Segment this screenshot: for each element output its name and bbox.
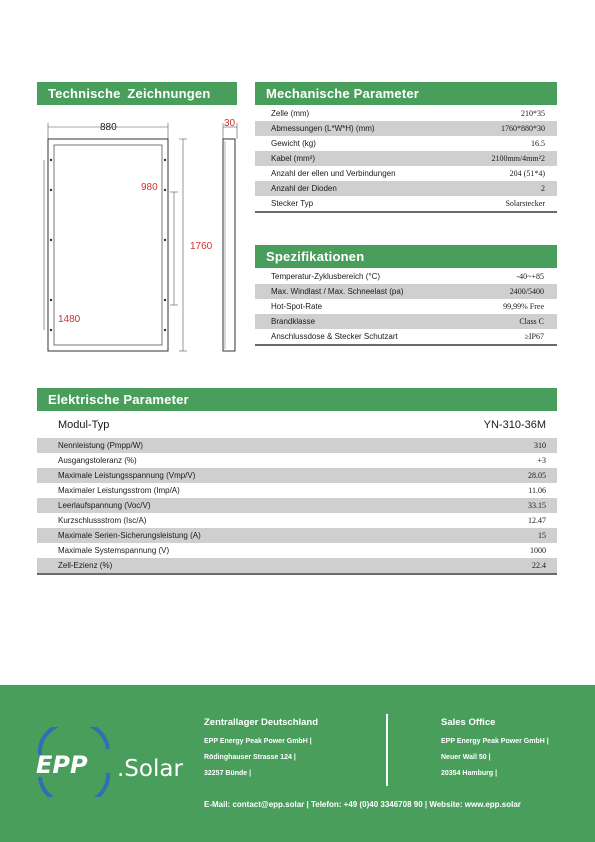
row-label: Anschlussdose & Stecker Schutzart [271, 332, 398, 341]
row-label: Brandklasse [271, 317, 316, 326]
row-value: 1760*880*30 [501, 124, 545, 133]
address-line: 32257 Bünde | [204, 770, 252, 777]
table-row [37, 468, 557, 483]
row-value: 2100mm/4mm²2 [491, 154, 545, 163]
technical-drawings-header: Technische Zeichnungen [37, 82, 237, 105]
table-row [37, 543, 557, 558]
row-value: 12.47 [528, 516, 546, 525]
row-value: 33.15 [528, 501, 546, 510]
row-label: Zelle (mm) [271, 109, 310, 118]
row-label: Zell-Ezienz (%) [58, 561, 113, 570]
row-label: Anzahl der ellen und Verbindungen [271, 169, 396, 178]
table-row [37, 453, 557, 468]
table-row [37, 528, 557, 543]
panel-technical-drawing [40, 110, 240, 360]
address-line: EPP Energy Peak Power GmbH | [441, 738, 549, 745]
row-label: Ausgangstoleranz (%) [58, 456, 137, 465]
table-row [255, 166, 557, 181]
table-row [37, 498, 557, 513]
mechanical-parameters-table [255, 106, 557, 213]
row-value: +3 [537, 456, 546, 465]
row-label: Maximaler Leistungsstrom (Imp/A) [58, 486, 180, 495]
module-type-label: Modul-Typ [58, 419, 110, 431]
table-row [255, 121, 557, 136]
table-row [255, 299, 557, 314]
row-value: Solarstecker [505, 199, 545, 208]
table-row [255, 329, 557, 344]
row-label: Kurzschlussstrom (Isc/A) [58, 516, 147, 525]
row-label: Hot-Spot-Rate [271, 302, 323, 311]
contact-line: E-Mail: contact@epp.solar | Telefon: +49 (0)40 3346708 90 | Website: www.epp.solar [204, 800, 521, 809]
row-label: Kabel (mm²) [271, 154, 316, 163]
row-value: 1000 [530, 546, 546, 555]
footer [0, 685, 595, 842]
depth-dimension-label: 30 [224, 118, 236, 129]
row-value: Class C [519, 317, 544, 326]
table-row [255, 196, 557, 211]
row-label: Leerlaufspannung (Voc/V) [58, 501, 151, 510]
address-line: EPP Energy Peak Power GmbH | [204, 738, 312, 745]
specifications-header: Spezifikationen [255, 245, 557, 268]
row-value: 2 [541, 184, 545, 193]
row-value: 15 [538, 531, 546, 540]
row-label: Gewicht (kg) [271, 139, 316, 148]
table-row [255, 284, 557, 299]
table-row [255, 181, 557, 196]
logo-suffix: .Solar [117, 756, 183, 782]
sales-office-title: Sales Office [441, 717, 496, 728]
table-row [255, 151, 557, 166]
table-row [255, 136, 557, 151]
module-type-value: YN-310-36M [483, 419, 546, 431]
row-label: Temperatur-Zyklusbereich (°C) [271, 272, 381, 281]
electrical-parameters-table [37, 412, 557, 575]
table-row [255, 314, 557, 329]
row-label: Maximale Serien-Sicherungsleistung (A) [58, 531, 201, 540]
row-value: 310 [534, 441, 546, 450]
row-label: Nennleistung (Pmpp/W) [58, 441, 143, 450]
table-row [37, 558, 557, 573]
warehouse-address [204, 715, 318, 782]
row-value: 99,99% Free [503, 302, 544, 311]
row-value: -40~+85 [516, 272, 544, 281]
table-row [255, 106, 557, 121]
row-value: 2400/5400 [509, 287, 544, 296]
dimension-1760-label: 1760 [190, 241, 213, 252]
width-dimension-label: 880 [100, 122, 117, 133]
row-label: Maximale Leistungsspannung (Vmp/V) [58, 471, 196, 480]
row-value: 204 (51*4) [509, 169, 545, 178]
row-label: Maximale Systemspannung (V) [58, 546, 170, 555]
dimension-1480-label: 1480 [58, 314, 81, 325]
row-value: 210*35 [521, 109, 545, 118]
sales-office-address [441, 715, 549, 782]
table-row [37, 513, 557, 528]
row-value: ≥IP67 [524, 332, 544, 341]
dimension-980-label: 980 [141, 182, 158, 193]
table-divider [255, 344, 557, 346]
table-divider [37, 573, 557, 575]
mechanical-parameters-header: Mechanische Parameter [255, 82, 557, 105]
row-label: Abmessungen (L*W*H) (mm) [271, 124, 375, 133]
module-type-row [37, 412, 557, 438]
row-value: 16.5 [531, 139, 545, 148]
table-row [255, 269, 557, 284]
row-label: Stecker Typ [271, 199, 314, 208]
electrical-parameters-header: Elektrische Parameter [37, 388, 557, 411]
footer-divider [386, 714, 388, 786]
address-line: Rödinghauser Strasse 124 | [204, 754, 296, 761]
row-value: 28.05 [528, 471, 546, 480]
table-divider [255, 211, 557, 213]
table-row [37, 438, 557, 453]
logo-mark: EPP [36, 751, 88, 779]
warehouse-title: Zentrallager Deutschland [204, 717, 319, 728]
table-row [37, 483, 557, 498]
row-label: Anzahl der Dioden [271, 184, 337, 193]
row-value: 11.06 [528, 486, 546, 495]
row-value: 22.4 [532, 561, 546, 570]
address-line: 20354 Hamburg | [441, 770, 498, 777]
row-label: Max. Windlast / Max. Schneelast (pa) [271, 287, 404, 296]
address-line: Neuer Wall 50 | [441, 754, 491, 761]
specifications-table [255, 269, 557, 346]
